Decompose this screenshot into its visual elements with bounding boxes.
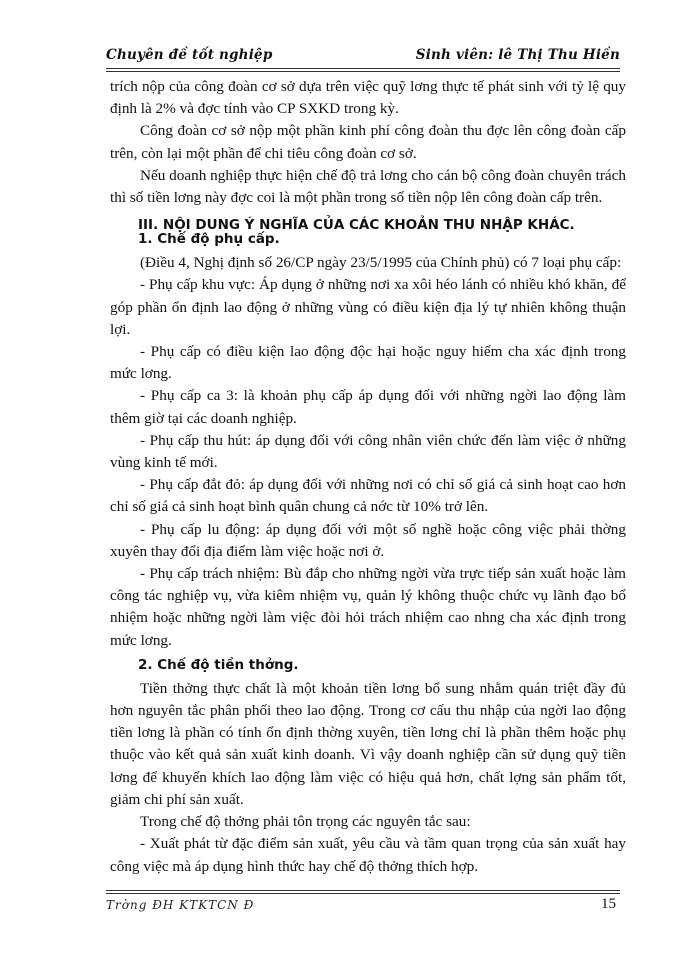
paragraph: Nếu doanh nghiệp thực hiện chế độ trả lơng cho cán bộ công đoàn chuyên trách thì số tiền lơng này đợc coi là một phần trong số tiền nộp lên công đoàn cấp trên.: [110, 166, 626, 207]
section-heading: III. NỘI DUNG Ý NGHĨA CỦA CÁC KHOẢN THU NHẬP KHÁC.: [138, 217, 575, 234]
page-header: [106, 47, 620, 69]
header-rule: [106, 68, 620, 72]
page-footer: [106, 898, 620, 918]
list-item: - Phụ cấp trách nhiệm: Bù đắp cho những ngời vừa trực tiếp sản xuất hoặc làm công tác nghiệp vụ, vừa kiêm nhiệm vụ, quản lý không thuộc chức vụ lãnh đạo bổ nhiệm hoặc những ngời làm việc đòi hỏi trách nhiệm cao nhng cha xác định trong mức lơng.: [110, 565, 626, 649]
list-item: - Phụ cấp ca 3: là khoản phụ cấp áp dụng đối với những ngời lao động làm thêm giờ tại các doanh nghiệp.: [110, 387, 626, 427]
list-item: - Phụ cấp có điều kiện lao động độc hại hoặc nguy hiểm cha xác định trong mức lơng.: [110, 343, 626, 383]
footer-school: Trờng ĐH KTKTCN Đ: [106, 898, 255, 912]
paragraph: (Điều 4, Nghị định số 26/CP ngày 23/5/1995 của Chính phủ) có 7 loại phụ cấp:: [140, 254, 622, 272]
paragraph: Tiền thởng thực chất là một khoản tiền lơng bổ sung nhằm quán triệt đầy đủ hơn nguyên tắc phân phối theo lao động. Trong cơ cấu thu nhập của ngời lao động tiền lơng là phần có tính ổn định thờng xuyên, tiền lơng chỉ là phần thêm hoặc phụ thuộc vào kết quả sản xuất kinh doanh. Vì vậy doanh nghiệp cần sử dụng quỹ tiền lơng để khuyến khích lao động làm việc có hiệu quả hơn, chất lợng sản phẩm tốt, giảm chi phí sản xuất.: [110, 679, 626, 808]
footer-rule: [106, 890, 620, 894]
page-number: 15: [601, 896, 616, 912]
paragraph: Công đoàn cơ sở nộp một phần kinh phí công đoàn thu đợc lên công đoàn cấp trên, còn lại một phần để chi tiêu công đoàn cơ sở.: [110, 122, 626, 162]
list-item: - Phụ cấp khu vực: Áp dụng ở những nơi xa xôi héo lánh có nhiều khó khăn, để góp phần ổn định lao động ở những vùng có điều kiện địa lý tự nhiên không thuận lợi.: [110, 276, 626, 338]
header-document-title: Chuyên đề tốt nghiệp: [106, 47, 273, 63]
subsection-heading-allowance: 1. Chế độ phụ cấp.: [138, 231, 280, 248]
document-body: [110, 76, 626, 878]
list-item: - Phụ cấp đắt đỏ: áp dụng đối với những nơi có chỉ số giá cả sinh hoạt cao hơn chỉ số giá cả sinh hoạt bình quân chung cả nớc từ 10% trở lên.: [110, 476, 626, 516]
list-item: - Xuất phát từ đặc điểm sản xuất, yêu cầu và tầm quan trọng của sản xuất hay công việc mà áp dụng hình thức hay chế độ thởng thích hợp.: [110, 835, 626, 875]
list-item: - Phụ cấp thu hút: áp dụng đối với công nhân viên chức đến làm việc ở những vùng kinh tế mới.: [110, 431, 626, 472]
list-item: - Phụ cấp lu động: áp dụng đối với một số nghề hoặc công việc phải thờng xuyên thay đổi địa điểm làm việc hoặc nơi ở.: [110, 520, 626, 560]
paragraph: Trong chế độ thởng phải tôn trọng các nguyên tắc sau:: [140, 813, 471, 831]
paragraph: trích nộp của công đoàn cơ sở dựa trên việc quỹ lơng thực tế phát sinh với tỷ lệ quy định là 2% và đợc tính vào CP SXKD trong kỳ.: [110, 78, 626, 118]
header-student-name: Sinh viên: lê Thị Thu Hiền: [415, 47, 620, 63]
subsection-heading-bonus: 2. Chế độ tiền thởng.: [138, 656, 299, 673]
